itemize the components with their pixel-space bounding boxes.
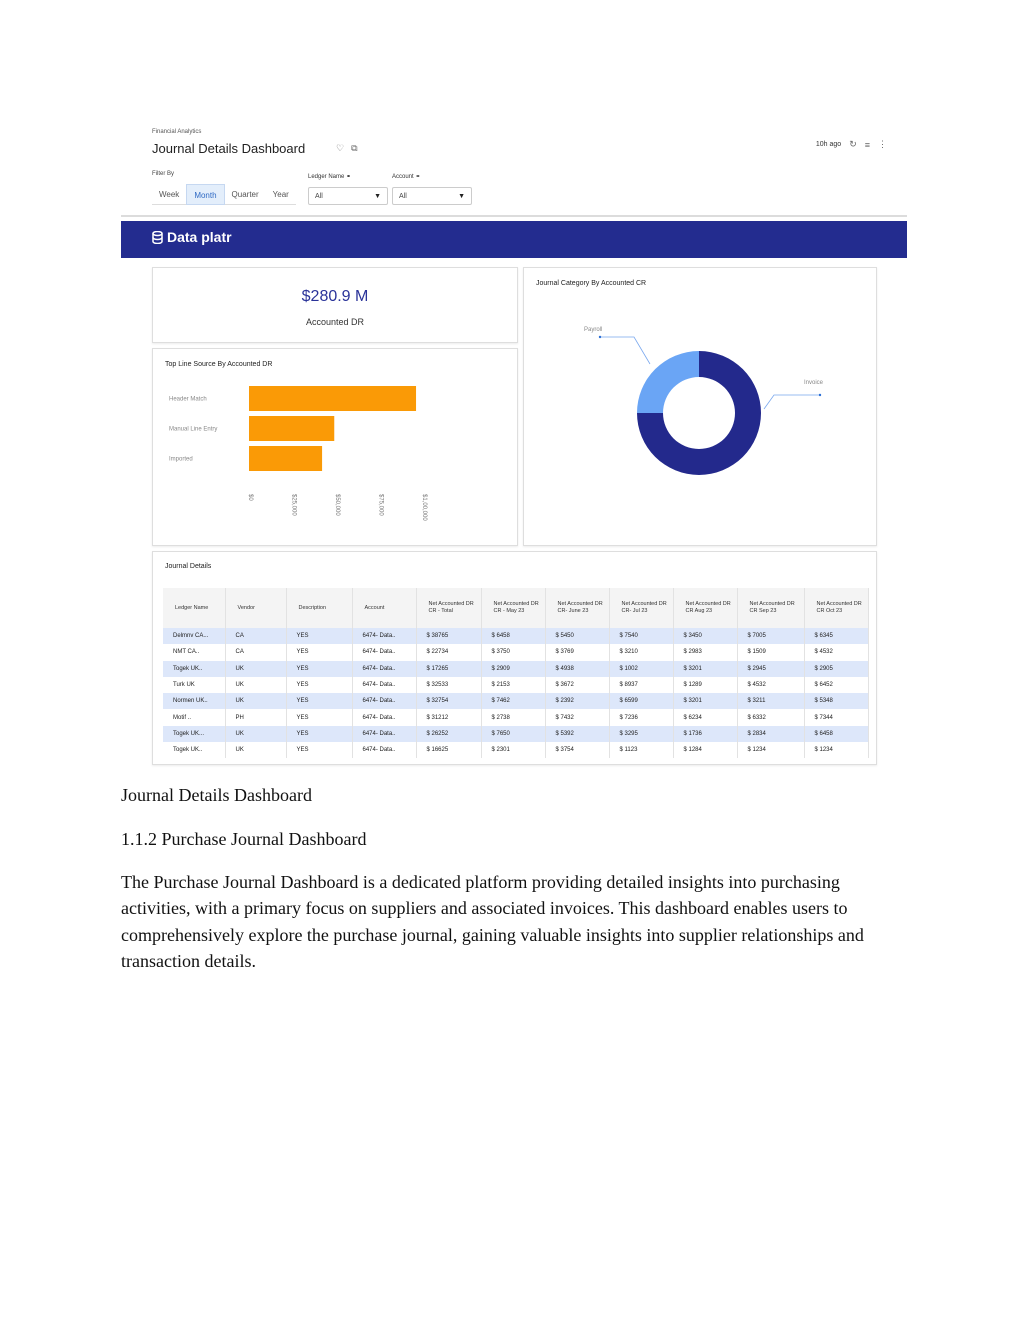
table-cell: UK <box>225 661 286 677</box>
filter-icon[interactable]: ≡ <box>864 139 870 150</box>
table-cell: Motif .. <box>163 709 225 725</box>
table-cell: $ 5392 <box>545 726 609 742</box>
divider <box>121 215 907 217</box>
x-tick-label: $25,000 <box>290 494 297 516</box>
table-cell: Togek UK.. <box>163 661 225 677</box>
table-cell: $ 8937 <box>609 677 673 693</box>
table-cell: YES <box>286 677 352 693</box>
table-cell: $ 2392 <box>545 693 609 709</box>
bar-chart-card <box>152 348 518 546</box>
table-body <box>163 628 868 758</box>
table-cell: $ 31212 <box>416 709 481 725</box>
table-cell: CA <box>225 644 286 660</box>
heart-icon[interactable]: ♡ <box>336 143 345 153</box>
column-header[interactable]: Net Accounted DR CR - May 23 <box>481 588 545 628</box>
section-heading: 1.1.2 Purchase Journal Dashboard <box>121 829 367 849</box>
table-cell: $ 3672 <box>545 677 609 693</box>
table-cell: $ 6458 <box>804 726 868 742</box>
more-vertical-icon[interactable]: ⋮ <box>878 139 887 149</box>
table-cell: $ 1509 <box>737 644 804 660</box>
column-header[interactable]: Net Accounted DR CR- June 23 <box>545 588 609 628</box>
x-tick-label: $50,000 <box>334 494 340 516</box>
column-header[interactable]: Net Accounted DR CR Oct 23 <box>804 588 868 628</box>
table-cell: $ 22734 <box>416 644 481 660</box>
payroll-leader-line <box>600 337 650 364</box>
column-header[interactable]: Net Accounted DR CR Aug 23 <box>673 588 737 628</box>
table-cell: $ 6345 <box>804 628 868 644</box>
table-cell: $ 3211 <box>737 693 804 709</box>
tab-week[interactable]: Week <box>152 184 186 205</box>
brand-logo: Data platr <box>152 229 232 245</box>
table-cell: $ 7236 <box>609 709 673 725</box>
table-cell: $ 7540 <box>609 628 673 644</box>
table-cell: $ 1736 <box>673 726 737 742</box>
account-filter-label: Account ⚭ <box>392 174 421 180</box>
table-cell: YES <box>286 742 352 758</box>
invoice-label: Invoice <box>804 380 824 386</box>
tab-month[interactable]: Month <box>186 184 224 205</box>
table-cell: UK <box>225 693 286 709</box>
table-cell: $ 2738 <box>481 709 545 725</box>
column-header[interactable]: Account <box>352 588 416 628</box>
table-cell: $ 6234 <box>673 709 737 725</box>
table-title: Journal Details <box>165 563 212 570</box>
bar[interactable] <box>249 446 322 471</box>
table-cell: $ 26252 <box>416 726 481 742</box>
payroll-leader-dot <box>599 336 601 338</box>
table-cell: $ 7462 <box>481 693 545 709</box>
table-cell: $ 2945 <box>737 661 804 677</box>
account-dropdown[interactable]: All ▼ <box>392 187 472 205</box>
x-tick-label: $75,000 <box>377 494 384 516</box>
table-cell: UK <box>225 677 286 693</box>
table-cell: $ 3295 <box>609 726 673 742</box>
filter-label: Filter By <box>152 171 175 177</box>
table-cell: $ 3750 <box>481 644 545 660</box>
table-cell: PH <box>225 709 286 725</box>
kpi-value: $280.9 M <box>301 288 369 305</box>
x-tick-label: $0 <box>247 494 253 501</box>
table-cell: YES <box>286 628 352 644</box>
table-cell: $ 5450 <box>545 628 609 644</box>
table-cell: YES <box>286 661 352 677</box>
table-cell: YES <box>286 693 352 709</box>
table-cell: NMT CA.. <box>163 644 225 660</box>
table-cell: $ 2909 <box>481 661 545 677</box>
kpi-card <box>152 267 518 343</box>
link-icon: ⚭ <box>346 174 352 180</box>
table-row[interactable] <box>163 677 868 693</box>
table-cell: 6474- Data.. <box>352 677 416 693</box>
table-row[interactable] <box>163 693 868 709</box>
section-paragraph: The Purchase Journal Dashboard is a dedicated platform providing detailed insights into purchasing activities, with a primary focus on suppliers and associated invoices. This dashboard enables users to comprehensively explore the purchase journal, gaining valuable insights into supplier relationships and transaction details. <box>121 872 864 972</box>
table-cell: 6474- Data.. <box>352 726 416 742</box>
table-cell: $ 7005 <box>737 628 804 644</box>
caret-down-icon: ▼ <box>458 193 465 200</box>
table-row[interactable] <box>163 709 868 725</box>
bar-category-label: Manual Line Entry <box>169 426 218 433</box>
table-cell: $ 32754 <box>416 693 481 709</box>
refresh-icon[interactable]: ↻ <box>849 139 857 149</box>
table-cell: YES <box>286 709 352 725</box>
database-icon <box>152 231 163 244</box>
table-cell: 6474- Data.. <box>352 661 416 677</box>
column-header[interactable]: Net Accounted DR CR Sep 23 <box>737 588 804 628</box>
ledger-filter-label: Ledger Name ⚭ <box>308 174 352 180</box>
table-cell: YES <box>286 644 352 660</box>
table-cell: 6474- Data.. <box>352 742 416 758</box>
table-cell: $ 2153 <box>481 677 545 693</box>
table-cell: $ 4938 <box>545 661 609 677</box>
toolbar <box>816 139 887 150</box>
table-cell: $ 2301 <box>481 742 545 758</box>
link-icon: ⚭ <box>415 174 421 180</box>
table-cell: Togek UK.. <box>163 742 225 758</box>
table-cell: $ 1002 <box>609 661 673 677</box>
table-cell: $ 3201 <box>673 693 737 709</box>
kpi-label: Accounted DR <box>305 317 365 327</box>
ledger-dropdown[interactable]: All ▼ <box>308 187 388 205</box>
figure-caption: Journal Details Dashboard <box>121 785 312 805</box>
copy-icon[interactable]: ⧉ <box>351 143 358 153</box>
table-cell: $ 2834 <box>737 726 804 742</box>
table-cell: Togek UK... <box>163 726 225 742</box>
table-row[interactable] <box>163 628 868 644</box>
table-cell: $ 7344 <box>804 709 868 725</box>
table-header-row <box>163 588 868 628</box>
table-cell: Turk UK <box>163 677 225 693</box>
table-cell: 6474- Data.. <box>352 709 416 725</box>
table-cell: $ 4532 <box>804 644 868 660</box>
table-row[interactable] <box>163 742 868 758</box>
table-cell: $ 38765 <box>416 628 481 644</box>
bar[interactable] <box>249 386 416 411</box>
table-cell: $ 32533 <box>416 677 481 693</box>
table-cell: $ 6452 <box>804 677 868 693</box>
table-cell: 6474- Data.. <box>352 628 416 644</box>
table-cell: $ 1123 <box>609 742 673 758</box>
table-cell: $ 7432 <box>545 709 609 725</box>
table-cell: YES <box>286 726 352 742</box>
table-row[interactable] <box>163 644 868 660</box>
table-cell: $ 3769 <box>545 644 609 660</box>
table-cell: $ 5348 <box>804 693 868 709</box>
table-cell: $ 6332 <box>737 709 804 725</box>
journal-details-card <box>152 551 877 765</box>
donut-slice[interactable] <box>637 351 699 413</box>
tab-year[interactable]: Year <box>266 184 296 205</box>
table-cell: $ 4532 <box>737 677 804 693</box>
bar[interactable] <box>249 416 334 441</box>
column-header[interactable]: Net Accounted DR CR - Total <box>416 588 481 628</box>
table-cell: $ 6458 <box>481 628 545 644</box>
table-cell: UK <box>225 726 286 742</box>
table-row[interactable] <box>163 726 868 742</box>
column-header[interactable]: Vendor <box>225 588 286 628</box>
table-cell: $ 3201 <box>673 661 737 677</box>
table-cell: $ 17265 <box>416 661 481 677</box>
breadcrumb[interactable]: Financial Analytics <box>152 129 202 135</box>
bar-category-label: Imported <box>169 456 193 463</box>
table-cell: $ 3754 <box>545 742 609 758</box>
table-cell: $ 2905 <box>804 661 868 677</box>
x-tick-label: $1,00,000 <box>421 494 427 521</box>
table-cell: $ 1234 <box>804 742 868 758</box>
table-cell: UK <box>225 742 286 758</box>
table-cell: $ 6599 <box>609 693 673 709</box>
brand-band <box>121 221 907 258</box>
invoice-leader-dot <box>819 394 821 396</box>
table-cell: $ 1289 <box>673 677 737 693</box>
dashboard-screenshot <box>121 120 907 768</box>
refresh-time: 10h ago <box>815 141 842 148</box>
bar-chart <box>153 349 517 545</box>
page-title: Journal Details Dashboard <box>152 141 306 156</box>
title-actions <box>336 143 358 154</box>
table-cell: $ 7650 <box>481 726 545 742</box>
table-cell: $ 3450 <box>673 628 737 644</box>
payroll-label: Payroll <box>584 327 603 333</box>
table-cell: Normen UK.. <box>163 693 225 709</box>
column-header[interactable]: Ledger Name <box>163 588 225 628</box>
tab-quarter[interactable]: Quarter <box>225 184 266 205</box>
donut-chart <box>524 268 876 545</box>
column-header[interactable]: Description <box>286 588 352 628</box>
table-cell: $ 1284 <box>673 742 737 758</box>
table-cell: Delmnv CA... <box>163 628 225 644</box>
table-cell: 6474- Data.. <box>352 644 416 660</box>
bar-category-label: Header Match <box>169 396 207 403</box>
table-cell: $ 3210 <box>609 644 673 660</box>
donut-chart-title: Journal Category By Accounted CR <box>536 280 647 287</box>
period-selector <box>152 184 296 205</box>
table-cell: $ 16625 <box>416 742 481 758</box>
table-cell: $ 2983 <box>673 644 737 660</box>
table-cell: $ 1234 <box>737 742 804 758</box>
invoice-leader-line <box>764 395 820 409</box>
journal-table <box>163 588 868 758</box>
caret-down-icon: ▼ <box>374 193 381 200</box>
column-header[interactable]: Net Accounted DR CR- Jul 23 <box>609 588 673 628</box>
table-row[interactable] <box>163 661 868 677</box>
table-cell: CA <box>225 628 286 644</box>
table-cell: 6474- Data.. <box>352 693 416 709</box>
donut-chart-card <box>523 267 877 546</box>
bar-chart-title: Top Line Source By Accounted DR <box>165 361 273 368</box>
